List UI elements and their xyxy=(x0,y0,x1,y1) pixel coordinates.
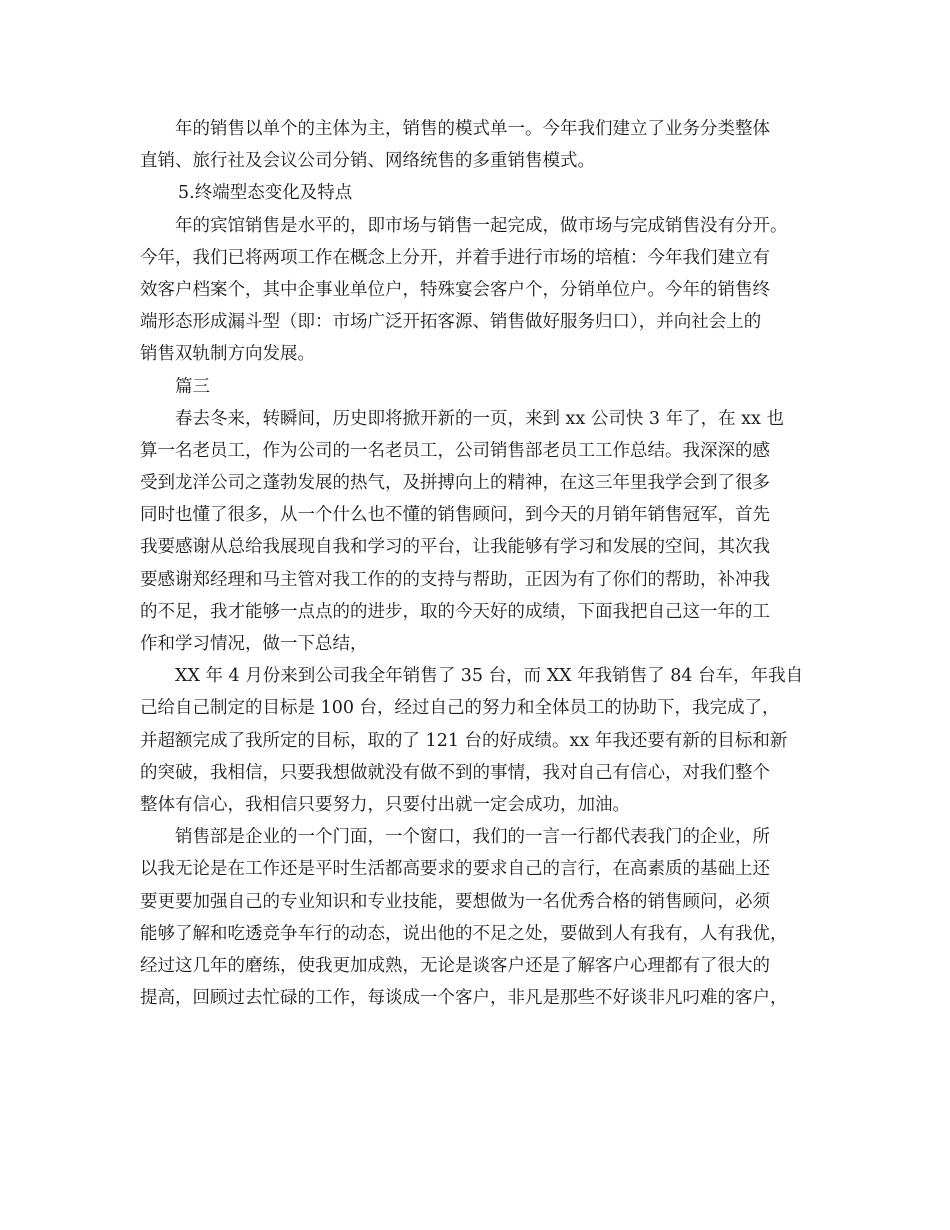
text-line: 受到龙洋公司之蓬勃发展的热气，及拼搏向上的精神，在这三年里我学会到了很多 xyxy=(140,473,770,494)
text-line: 的不足，我才能够一点点的的进步，取的今天好的成绩，下面我把自己这一年的工 xyxy=(140,601,770,622)
text-line: 销售双轨制方向发展。 xyxy=(140,344,315,365)
text-line: 篇三 xyxy=(175,376,210,397)
text-line: 能够了解和吃透竞争车行的动态，说出他的不足之处，要做到人有我有，人有我优， xyxy=(140,923,788,944)
text-line: 春去冬来，转瞬间，历史即将掀开新的一页，来到 xx 公司快 3 年了，在 xx 也 xyxy=(175,408,784,429)
text-line: XX 年 4 月份来到公司我全年销售了 35 台，而 XX 年我销售了 84 台车，年我自 xyxy=(175,666,804,687)
text-line: 效客户档案个，其中企事业单位户，特殊宴会客户个，分销单位户。今年的销售终 xyxy=(140,279,770,300)
text-line: 年的宾馆销售是水平的，即市场与销售一起完成，做市场与完成销售没有分开。 xyxy=(175,215,788,236)
text-line: 端形态形成漏斗型（即：市场广泛开拓客源、销售做好服务归口），并向社会上的 xyxy=(140,312,762,333)
text-line: 作和学习情况，做一下总结， xyxy=(140,634,368,654)
text-line: 要感谢郑经理和马主管对我工作的的支持与帮助，正因为有了你们的帮助，补冲我 xyxy=(140,569,770,590)
document-body xyxy=(140,113,820,1014)
text-line: 销售部是企业的一个门面，一个窗口，我们的一言一行都代表我门的企业，所 xyxy=(175,827,770,848)
text-line: 提高，回顾过去忙碌的工作，每谈成一个客户，非凡是那些不好谈非凡叼难的客户， xyxy=(140,988,788,1009)
text-line: 今年，我们已将两项工作在概念上分开，并着手进行市场的培植：今年我们建立有 xyxy=(140,247,770,268)
text-line: 并超额完成了我所定的目标，取的了 121 台的好成绩。xx 年我还要有新的目标和新 xyxy=(140,730,788,751)
text-line: 我要感谢从总给我展现自我和学习的平台，让我能够有学习和发展的空间，其次我 xyxy=(140,537,770,558)
text-line: 年的销售以单个的主体为主，销售的模式单一。今年我们建立了业务分类整体 xyxy=(175,119,770,139)
text-line: 的突破，我相信，只要我想做就没有做不到的事情，我对自己有信心，对我们整个 xyxy=(140,762,770,783)
text-line: 直销、旅行社及会议公司分销、网络统售的多重销售模式。 xyxy=(140,151,595,172)
section-heading: 5.终端型态变化及特点 xyxy=(178,183,353,204)
text-line: 要更要加强自己的专业知识和专业技能，要想做为一名优秀合格的销售顾问，必须 xyxy=(140,891,770,912)
text-line: 同时也懂了很多，从一个什么也不懂的销售顾问，到今天的月销年销售冠军，首先 xyxy=(140,505,770,526)
text-line: 以我无论是在工作还是平时生活都高要求的要求自己的言行，在高素质的基础上还 xyxy=(140,859,770,880)
text-line: 算一名老员工，作为公司的一名老员工，公司销售部老员工工作总结。我深深的感 xyxy=(140,440,770,461)
text-line: 整体有信心，我相信只要努力，只要付出就一定会成功，加油。 xyxy=(140,794,630,815)
text-line: 己给自己制定的目标是 100 台，经过自己的努力和全体员工的协助下，我完成了， xyxy=(140,698,780,719)
text-line: 经过这几年的磨练，使我更加成熟，无论是谈客户还是了解客户心理都有了很大的 xyxy=(140,955,770,976)
